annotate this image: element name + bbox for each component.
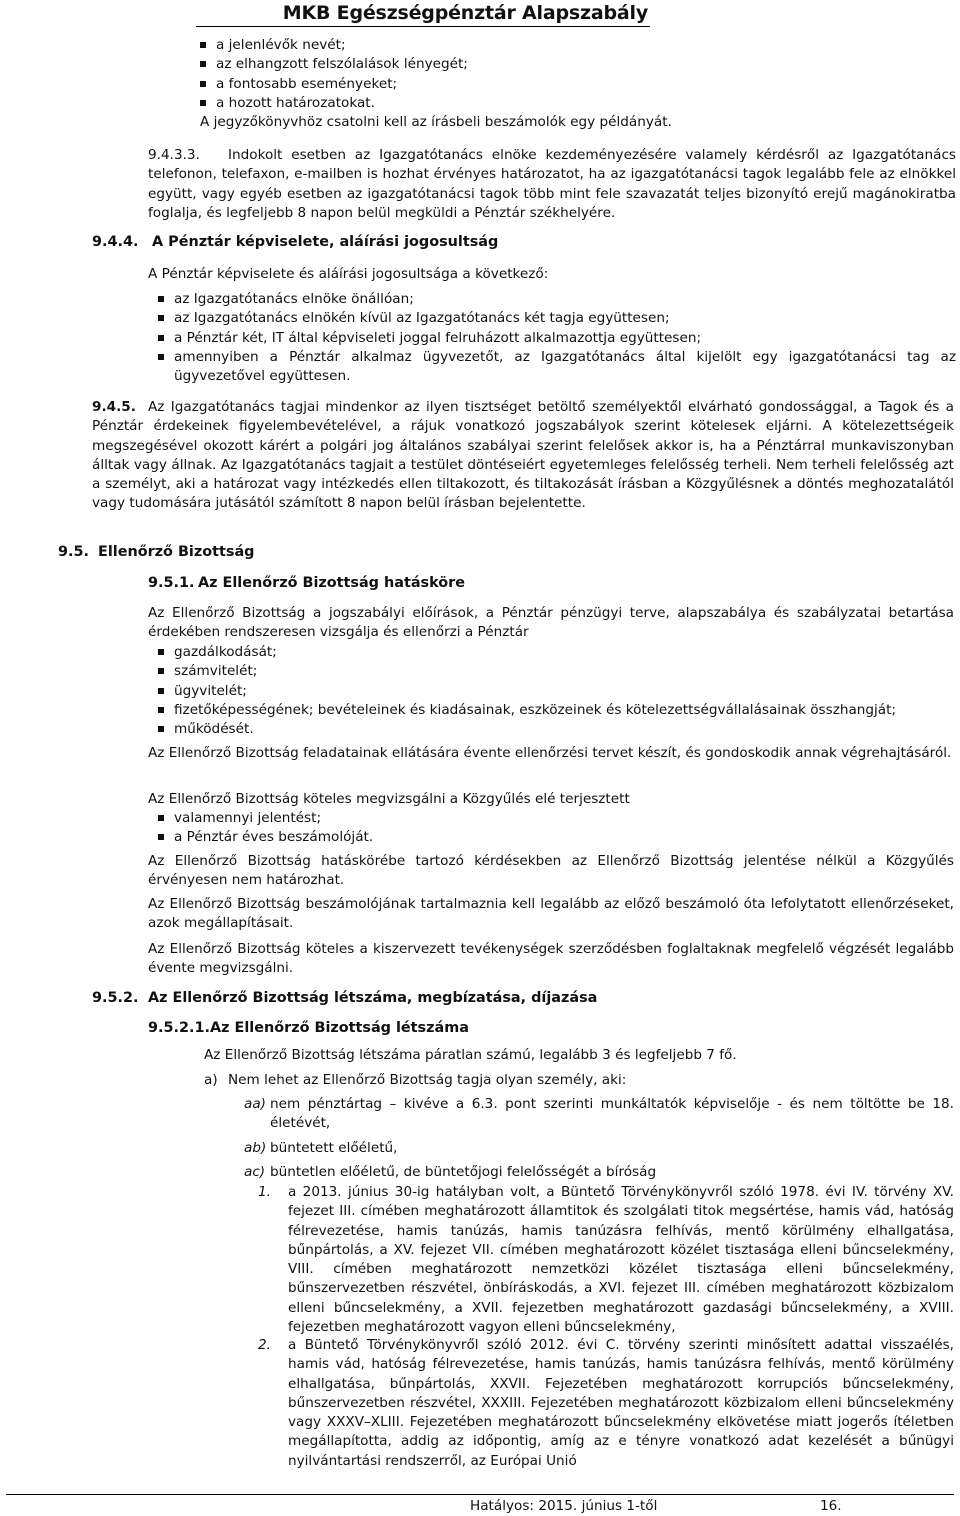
enum-text: Nem lehet az Ellenőrző Bizottság tagja olyan személy, aki: — [228, 1072, 627, 1088]
list-item: a Pénztár éves beszámolóját. — [156, 828, 946, 847]
section-9-5-2-heading — [92, 989, 792, 1008]
section-title: Az Ellenőrző Bizottság létszáma, megbízatása, díjazása — [148, 990, 598, 1006]
enum-text: büntetett előéletű, — [270, 1140, 398, 1156]
enum-text: nem pénztártag – kivéve a 6.3. pont szerinti munkáltatók képviselője - és nem töltötte be 18. életévét, — [270, 1096, 954, 1132]
section-9-5-2-1-p1: Az Ellenőrző Bizottság létszáma páratlan számú, legalább 3 és legfeljebb 7 fő. — [204, 1047, 737, 1063]
section-title: Az Ellenőrző Bizottság létszáma — [210, 1020, 469, 1036]
enum-label: aa) — [244, 1096, 266, 1112]
section-title: Ellenőrző Bizottság — [98, 544, 255, 560]
section-9-4-3-3-text — [148, 146, 956, 223]
header-divider — [196, 26, 650, 27]
list-item: működését. — [156, 720, 946, 739]
footer-divider — [6, 1494, 954, 1495]
condition-ab — [244, 1139, 954, 1158]
list-item: gazdálkodását; — [156, 643, 946, 662]
section-9-5-1-p5: Az Ellenőrző Bizottság beszámolójának tartalmaznia kell legalább az előző beszámoló óta lefolytatott ellenőrzéseket, azok megállapításait. — [148, 896, 954, 932]
representation-intro: A Pénztár képviselete és aláírási jogosultsága a következő: — [148, 266, 549, 282]
enum-text: büntetlen előéletű, de büntetőjogi felelősségét a bíróság — [270, 1164, 657, 1180]
section-number: 9.5.2. — [92, 990, 139, 1006]
enum-text: a Büntető Törvénykönyvről szóló 2012. évi C. törvény szerinti minősített adattal visszaélés, hamis vád, hatóság félrevezetése, hamis tanúzás, hamis tanúzásra felhívás, mentő körülmény elhallgatása, bűnpártolás, XXVII. Fejezetében meghatározott korrupciós bűncselekmény, bűnszervezetben részvétel, XXXIII. Fejezetében meghatározott közbizalom elleni bűncselekmény vagy XXXV–XLIII. Fejezetében meghatározott bűncselekmény elkövetése miatt jogerős ítéletben megállapította, addig az időpontig, amíg az e tényre vonatkozó adat kezelését a bűnügyi nyilvántartási rendszerről, az Európai Unió — [288, 1337, 954, 1469]
enum-text: a 2013. június 30-ig hatályban volt, a Büntető Törvénykönyvről szóló 1978. évi IV. törvény XV. fejezet III. címében meghatározott államtitok és szolgálati titok megsértése, hamis vád, hatóság félrevezetése, hamis tanúzás, hamis tanúzásra felhívás, mentő körülmény elhallgatása, bűnpártolás, a XV. fejezet VII. címében meghatározott közélet tisztasága elleni bűncselekmény, VIII. címében meghatározott nemzetközi közélet tisztasága elleni bűncselekmény, bűnszervezetben részvétel, önbíráskodás, a XVI. fejezet III. címében meghatározott közbizalom elleni bűncselekmény, a XVII. fejezetben meghatározott gazdasági bűncselekmény, a XVIII. fejezetben meghatározott vagyon elleni bűncselekmény, — [288, 1184, 954, 1336]
section-number: 9.4.3.3. — [148, 147, 200, 163]
section-9-5-1-p1: Az Ellenőrző Bizottság a jogszabályi előírások, a Pénztár pénzügyi terve, alapszabálya és szabályzatai betartása érdekében rendszeresen vizsgálja és ellenőrzi a Pénztár — [148, 605, 954, 641]
enum-label: ac) — [244, 1164, 266, 1180]
representation-list — [156, 290, 956, 386]
list-item: a Pénztár két, IT által képviseleti joggal felruházott alkalmazottja együttesen; — [156, 329, 956, 348]
section-title: A Pénztár képviselete, aláírási jogosultság — [152, 234, 499, 250]
condition-a — [204, 1071, 944, 1090]
section-number: 9.5.1. — [148, 575, 195, 591]
paragraph-text: Indokolt esetben az Igazgatótanács elnöke kezdeményezésére valamely kérdésről az Igazgatótanács telefonon, telefaxon, e-mailben is hozhat érvényes határozatot, ha az igazgatótanácsi tagok legalább fele az elnökkel együtt, vagy egyéb esetben az igazgatótanácsi tagok több mint fele szavazatát teljes bizonyító erejű magánokiratba foglalja, és legfeljebb 8 napon belül megküldi a Pénztár székhelyére. — [148, 147, 956, 221]
section-9-5-heading — [58, 543, 558, 562]
list-item: ügyvitelét; — [156, 682, 946, 701]
list-item: a fontosabb eseményeket; — [198, 75, 758, 94]
section-9-5-1-p2: Az Ellenőrző Bizottság feladatainak ellátására évente ellenőrzési tervet készít, és gondoskodik annak végrehajtásáról. — [148, 745, 952, 761]
section-number: 9.4.5. — [92, 399, 136, 415]
section-9-5-1-p6: Az Ellenőrző Bizottság köteles a kiszervezett tevékenységek szerződésben foglaltaknak megfelelő végzését legalább évente megvizsgálni. — [148, 941, 954, 977]
enum-label: a) — [204, 1072, 218, 1088]
condition-aa — [244, 1095, 954, 1134]
audit-scope-list — [156, 643, 946, 739]
list-item: valamennyi jelentést; — [156, 809, 946, 828]
review-list — [156, 809, 946, 848]
section-9-5-1-heading — [148, 574, 748, 593]
condition-ac-2 — [258, 1336, 954, 1471]
enum-label: 2. — [258, 1337, 271, 1353]
minutes-note: A jegyzőkönyvhöz csatolni kell az írásbeli beszámolók egy példányát. — [200, 114, 672, 130]
section-title: Az Ellenőrző Bizottság hatásköre — [198, 575, 466, 591]
list-item: amennyiben a Pénztár alkalmaz ügyvezetőt, az Igazgatótanács által kijelölt egy igazgatótanácsi tag az ügyvezetővel együttesen. — [156, 348, 956, 387]
footer-effective-date: Hatályos: 2015. június 1-től — [470, 1498, 658, 1514]
section-9-4-5 — [92, 398, 954, 514]
enum-label: 1. — [258, 1184, 271, 1200]
condition-ac-1 — [258, 1183, 954, 1337]
section-9-5-2-1-heading — [148, 1019, 748, 1038]
enum-label: ab) — [244, 1140, 267, 1156]
list-item: az Igazgatótanács elnöke önállóan; — [156, 290, 956, 309]
page-header-title: MKB Egészségpénztár Alapszabály — [282, 2, 648, 24]
section-number: 9.4.4. — [92, 234, 139, 250]
section-9-4-4-heading — [92, 233, 892, 252]
list-item: a jelenlévők nevét; — [198, 36, 758, 55]
section-9-4-3-3 — [148, 146, 956, 223]
section-number: 9.5.2.1. — [148, 1020, 210, 1036]
condition-ac — [244, 1163, 954, 1182]
list-item: az Igazgatótanács elnökén kívül az Igazgatótanács két tagja együttesen; — [156, 309, 956, 328]
page-number: 16. — [820, 1498, 842, 1514]
paragraph-text: Az Igazgatótanács tagjai mindenkor az ilyen tisztséget betöltő személyektől elvárható gondossággal, a Tagok és a Pénztár érdekeinek figyelembevételével, a rájuk vonatkozó jogszabályok szerint kötelesek eljárni. A kötelezettségeik megszegésével okozott kárért a polgári jog általános szabályai szerint felelősek akkor is, ha a Pénztárral munkaviszonyban álltak vagy állnak. Az Igazgatótanács tagjait a testület döntéseiért egyetemleges felelősség terheli. Nem terheli felelősség azt a személyt, aki a határozat vagy intézkedés ellen tiltakozott, és tiltakozását írásban a Közgyűlésnek a döntés meghozatalától vagy tudomására jutásától számított 8 napon belül írásban bejelentette. — [92, 399, 954, 512]
list-item: fizetőképességének; bevételeinek és kiadásainak, eszközeinek és kötelezettségvállalásainak összhangját; — [156, 701, 946, 720]
list-item: a hozott határozatokat. — [198, 94, 758, 113]
section-number: 9.5. — [58, 544, 89, 560]
section-9-5-1-p4: Az Ellenőrző Bizottság hatáskörébe tartozó kérdésekben az Ellenőrző Bizottság jelentése nélkül a Közgyűlés érvényesen nem határozhat. — [148, 853, 954, 889]
list-item: számvitelét; — [156, 662, 946, 681]
section-9-5-1-p3: Az Ellenőrző Bizottság köteles megvizsgálni a Közgyűlés elé terjesztett — [148, 791, 630, 807]
minutes-contents-list — [198, 36, 758, 113]
list-item: az elhangzott felszólalások lényegét; — [198, 55, 758, 74]
